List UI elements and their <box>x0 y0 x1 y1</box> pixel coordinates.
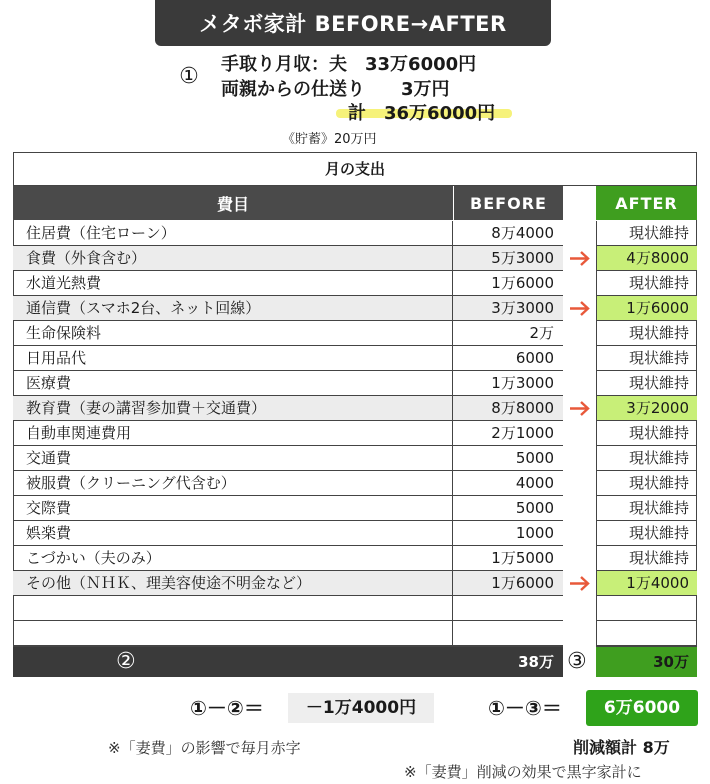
row-item: 住居費（住宅ローン） <box>13 221 453 246</box>
row-after <box>596 621 697 646</box>
row-before <box>453 596 563 621</box>
table-row <box>13 246 697 271</box>
total-after-marker: ③ <box>567 649 587 674</box>
row-before: 5000 <box>453 496 563 521</box>
row-before: 1万5000 <box>453 546 563 571</box>
page-title: メタボ家計 BEFORE→AFTER <box>155 0 551 46</box>
row-before: 4000 <box>453 471 563 496</box>
header-before: BEFORE <box>454 186 563 220</box>
row-item: 日用品代 <box>13 346 453 371</box>
note-before: ※「妻費」の影響で毎月赤字 <box>108 739 301 757</box>
row-before <box>453 621 563 646</box>
row-gap <box>563 471 596 496</box>
row-after: 現状維持 <box>596 271 697 296</box>
formula-1-value: －1万4000円 <box>288 693 434 723</box>
table-row <box>13 321 697 346</box>
row-gap <box>563 546 596 571</box>
row-before: 1万6000 <box>453 571 563 596</box>
row-gap <box>563 346 596 371</box>
row-item: 被服費（クリーニング代含む） <box>13 471 453 496</box>
table-row <box>13 271 697 296</box>
row-after: 現状維持 <box>596 421 697 446</box>
row-after: 1万6000 <box>596 296 697 321</box>
row-item: こづかい（夫のみ） <box>13 546 453 571</box>
formula-1-label: ①－②＝ <box>190 696 264 720</box>
row-item: その他（ＮＨＫ、理美容使途不明金など） <box>13 571 453 596</box>
row-before: 1000 <box>453 521 563 546</box>
row-before: 1万3000 <box>453 371 563 396</box>
header-item: 費目 <box>13 186 453 220</box>
row-after: 現状維持 <box>596 446 697 471</box>
row-before: 5万3000 <box>453 246 563 271</box>
table-caption: 月の支出 <box>13 152 697 186</box>
table-row <box>13 221 697 246</box>
table-row <box>13 296 697 321</box>
row-after: 現状維持 <box>596 496 697 521</box>
row-gap <box>563 271 596 296</box>
row-gap <box>563 421 596 446</box>
row-item <box>13 596 453 621</box>
table-row <box>13 596 697 621</box>
income-total: 計 36万6000円 <box>348 103 496 124</box>
total-after-value: 30万 <box>596 647 697 677</box>
row-after: 現状維持 <box>596 221 697 246</box>
row-gap <box>563 396 596 421</box>
row-item: 教育費（妻の講習参加費＋交通費） <box>13 396 453 421</box>
savings-note: 《貯蓄》20万円 <box>282 132 377 147</box>
table-row <box>13 346 697 371</box>
row-item: 生命保険料 <box>13 321 453 346</box>
row-before: 3万3000 <box>453 296 563 321</box>
row-gap <box>563 321 596 346</box>
table-row <box>13 571 697 596</box>
table-row <box>13 496 697 521</box>
row-item: 医療費 <box>13 371 453 396</box>
row-after <box>596 596 697 621</box>
row-gap <box>563 221 596 246</box>
row-item <box>13 621 453 646</box>
row-after: 現状維持 <box>596 346 697 371</box>
table-row <box>13 546 697 571</box>
row-gap <box>563 596 596 621</box>
row-after: 3万2000 <box>596 396 697 421</box>
row-gap <box>563 246 596 271</box>
note-after: ※「妻費」削減の効果で黒字家計に <box>404 763 642 781</box>
arrow-right-icon <box>568 396 592 421</box>
arrow-right-icon <box>568 571 592 596</box>
row-before: 1万6000 <box>453 271 563 296</box>
income-line-2: 両親からの仕送り 3万円 <box>221 79 450 100</box>
row-gap <box>563 446 596 471</box>
row-gap <box>563 621 596 646</box>
header-after: AFTER <box>596 186 697 220</box>
table-row <box>13 521 697 546</box>
row-item: 交際費 <box>13 496 453 521</box>
row-gap <box>563 496 596 521</box>
row-item: 水道光熱費 <box>13 271 453 296</box>
row-before: 2万 <box>453 321 563 346</box>
row-after: 現状維持 <box>596 471 697 496</box>
row-gap <box>563 371 596 396</box>
row-item: 娯楽費 <box>13 521 453 546</box>
table-row <box>13 621 697 646</box>
income-line-1: 手取り月収：夫 33万6000円 <box>221 54 477 75</box>
formula-2-label: ①－③＝ <box>488 696 562 720</box>
row-item: 食費（外食含む） <box>13 246 453 271</box>
row-after: 4万8000 <box>596 246 697 271</box>
row-before: 8万8000 <box>453 396 563 421</box>
row-gap <box>563 521 596 546</box>
row-after: 1万4000 <box>596 571 697 596</box>
total-before-marker: ② <box>116 649 136 674</box>
row-item: 自動車関連費用 <box>13 421 453 446</box>
arrow-right-icon <box>568 246 592 271</box>
row-after: 現状維持 <box>596 521 697 546</box>
total-before-value: 38万 <box>518 653 554 671</box>
table-row <box>13 371 697 396</box>
row-item: 通信費（スマホ2台、ネット回線） <box>13 296 453 321</box>
row-before: 8万4000 <box>453 221 563 246</box>
reduction-total: 削減額計 8万 <box>573 738 670 757</box>
table-row <box>13 421 697 446</box>
table-row <box>13 471 697 496</box>
income-marker: ① <box>179 64 199 89</box>
table-row <box>13 446 697 471</box>
row-before: 6000 <box>453 346 563 371</box>
row-before: 2万1000 <box>453 421 563 446</box>
table-row <box>13 396 697 421</box>
arrow-right-icon <box>568 296 592 321</box>
row-after: 現状維持 <box>596 546 697 571</box>
row-gap <box>563 296 596 321</box>
total-before-bar <box>13 647 563 677</box>
row-after: 現状維持 <box>596 371 697 396</box>
row-before: 5000 <box>453 446 563 471</box>
row-after: 現状維持 <box>596 321 697 346</box>
row-gap <box>563 571 596 596</box>
row-item: 交通費 <box>13 446 453 471</box>
formula-2-value: 6万6000 <box>586 690 698 726</box>
